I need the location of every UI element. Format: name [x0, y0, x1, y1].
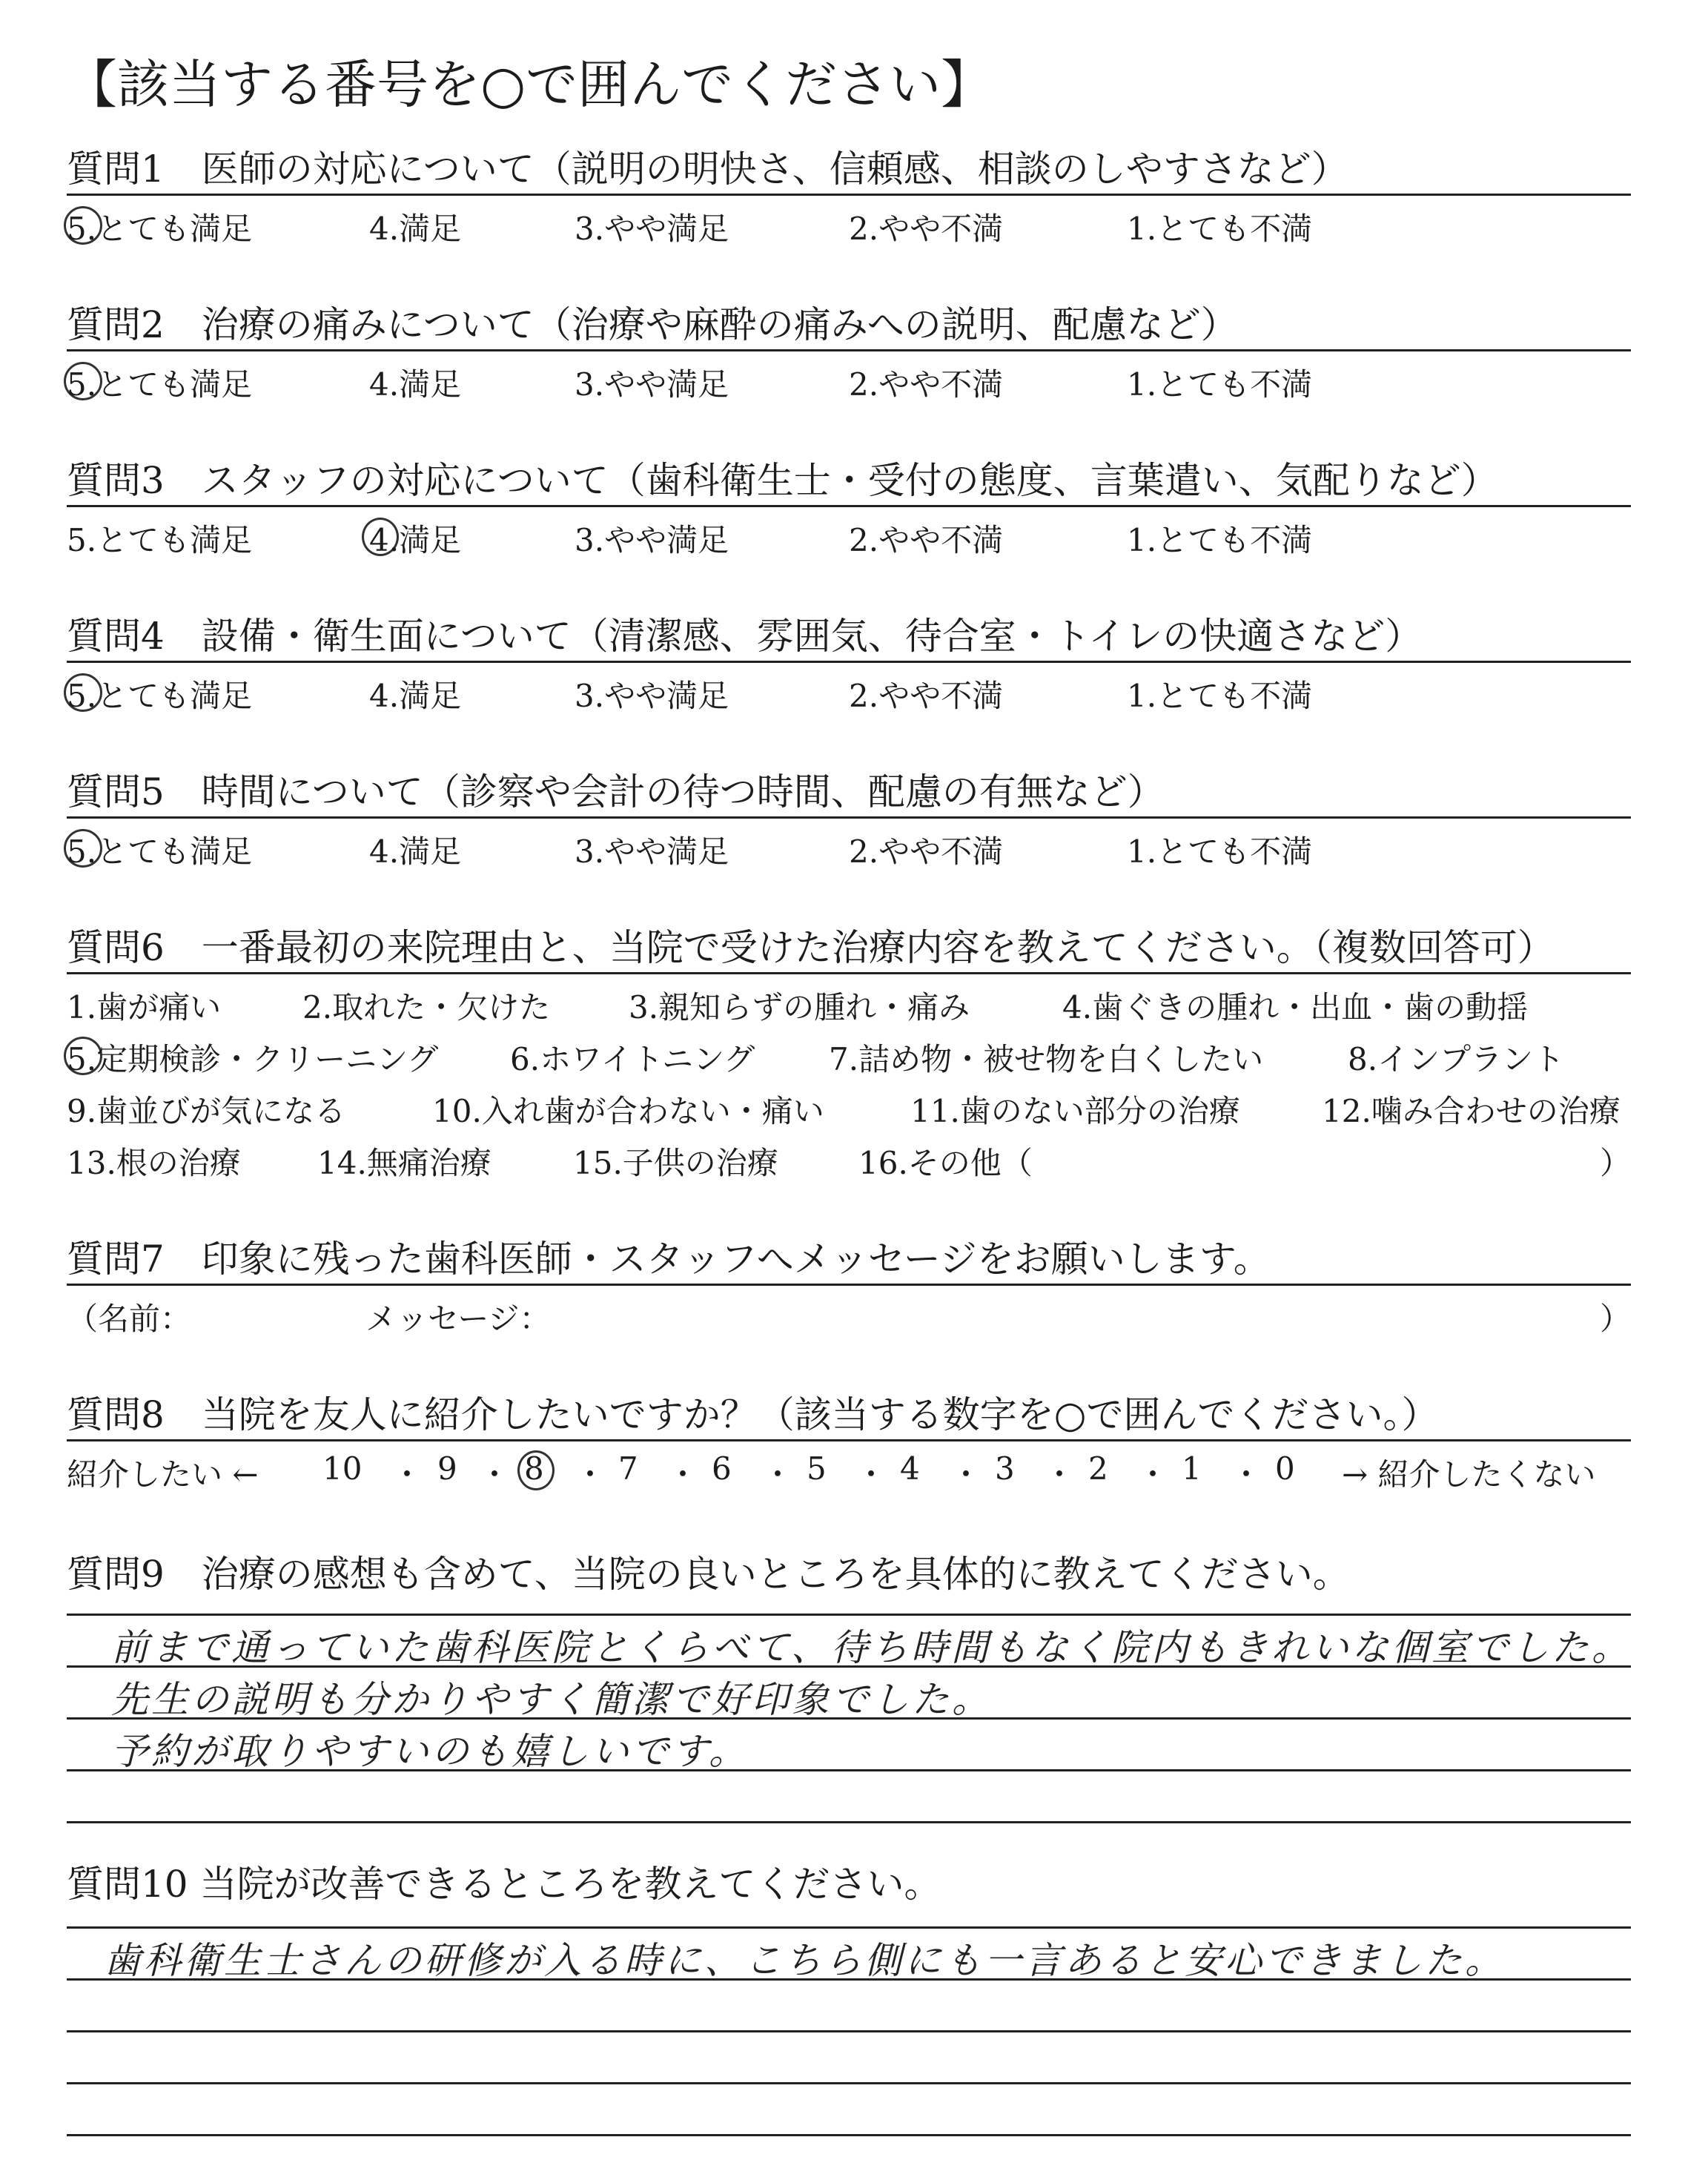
- option-5[interactable]: 5.とても満足: [67, 522, 253, 558]
- question-6-row-3: [67, 1078, 1631, 1130]
- reason-9[interactable]: 9.歯並びが気になる: [67, 1093, 346, 1129]
- question-4: [67, 612, 1631, 715]
- reason-7[interactable]: 7.詰め物・被せ物を白くしたい: [829, 1041, 1264, 1077]
- option-2[interactable]: 2.やや不満: [849, 211, 1004, 247]
- q9-handwritten-line-2[interactable]: 先生の説明も分かりやすく簡潔で好印象でした。: [111, 1678, 992, 1721]
- question-5-options: [67, 819, 1631, 871]
- score-separator: ・: [479, 1456, 511, 1493]
- option-3[interactable]: 3.やや満足: [575, 211, 729, 247]
- question-3-title: 質問3 スタッフの対応について（歯科衛生士・受付の態度、言葉遣い、気配りなど）: [67, 459, 1498, 502]
- question-10-title: 質問10 当院が改善できるところを教えてください。: [67, 1863, 941, 1906]
- answer-line: [67, 2134, 1631, 2136]
- recommend-left-label: 紹介したい ←: [67, 1456, 259, 1493]
- score-6[interactable]: 6: [712, 1450, 732, 1487]
- question-2-title: 質問2 治療の痛みについて（治療や麻酔の痛みへの説明、配慮など）: [67, 303, 1238, 346]
- option-4[interactable]: 4.満足: [369, 366, 462, 403]
- reason-4[interactable]: 4.歯ぐきの腫れ・出血・歯の動揺: [1062, 989, 1529, 1025]
- score-0[interactable]: 0: [1275, 1450, 1295, 1487]
- score-separator: ・: [1044, 1456, 1076, 1493]
- reason-5[interactable]: 5.定期検診・クリーニング: [67, 1041, 439, 1077]
- score-1[interactable]: 1: [1182, 1450, 1202, 1487]
- score-4[interactable]: 4: [900, 1450, 920, 1487]
- other-close-paren: ）: [1599, 1145, 1631, 1181]
- question-8-title: 質問8 当院を友人に紹介したいですか？（該当する数字を○で囲んでください。）: [67, 1393, 1439, 1436]
- answer-line: [67, 2082, 1631, 2084]
- score-2[interactable]: 2: [1088, 1450, 1108, 1487]
- reason-12[interactable]: 12.噛み合わせの治療: [1322, 1093, 1621, 1129]
- option-1[interactable]: 1.とても不満: [1127, 833, 1313, 870]
- score-separator: ・: [950, 1456, 982, 1493]
- question-6-row-1: [67, 974, 1631, 1026]
- option-3[interactable]: 3.やや満足: [575, 522, 729, 558]
- question-9-title: 質問9 治療の感想も含めて、当院の良いところを具体的に教えてください。: [67, 1553, 1350, 1596]
- question-3: [67, 456, 1631, 559]
- question-4-title: 質問4 設備・衛生面について（清潔感、雰囲気、待合室・トイレの快適さなど）: [67, 615, 1423, 658]
- option-3[interactable]: 3.やや満足: [575, 833, 729, 870]
- score-10[interactable]: 10: [322, 1450, 363, 1487]
- reason-1[interactable]: 1.歯が痛い: [67, 989, 222, 1025]
- score-separator: ・: [391, 1456, 423, 1493]
- question-1-options: [67, 196, 1631, 248]
- option-3[interactable]: 3.やや満足: [575, 366, 729, 403]
- question-7-title: 質問7 印象に残った歯科医師・スタッフへメッセージをお願いします。: [67, 1238, 1271, 1281]
- message-close-paren: ）: [1599, 1301, 1631, 1337]
- option-5[interactable]: 5.とても満足: [67, 366, 253, 403]
- question-6-row-2: [67, 1026, 1631, 1078]
- question-5-title: 質問5 時間について（診察や会計の待つ時間、配慮の有無など）: [67, 770, 1165, 813]
- reason-8[interactable]: 8.インプラント: [1348, 1041, 1565, 1077]
- question-6-title: 質問6 一番最初の来院理由と、当院で受けた治療内容を教えてください。（複数回答可）: [67, 926, 1555, 969]
- question-10: [67, 1860, 1631, 1909]
- q10-handwritten-line-1[interactable]: 歯科衛生士さんの研修が入る時に、こちら側にも一言あると安心できました。: [104, 1939, 1505, 1982]
- score-3[interactable]: 3: [995, 1450, 1015, 1487]
- question-5: [67, 767, 1631, 871]
- option-1[interactable]: 1.とても不満: [1127, 678, 1313, 714]
- score-separator: ・: [1231, 1456, 1262, 1493]
- question-1-title: 質問1 医師の対応について（説明の明快さ、信頼感、相談のしやすさなど）: [67, 148, 1348, 191]
- question-9: [67, 1550, 1631, 1599]
- question-6: [67, 923, 1631, 1182]
- question-2: [67, 300, 1631, 403]
- score-separator: ・: [575, 1456, 606, 1493]
- option-2[interactable]: 2.やや不満: [849, 833, 1004, 870]
- recommend-right-label: → 紹介したくない: [1342, 1456, 1596, 1493]
- question-4-options: [67, 663, 1631, 715]
- reason-10[interactable]: 10.入れ歯が合わない・痛い: [432, 1093, 824, 1129]
- reason-15[interactable]: 15.子供の治療: [573, 1145, 778, 1181]
- option-5[interactable]: 5.とても満足: [67, 833, 253, 870]
- name-label: （名前：: [67, 1301, 192, 1337]
- option-4[interactable]: 4.満足: [369, 833, 462, 870]
- option-4[interactable]: 4.満足: [369, 211, 462, 247]
- reason-3[interactable]: 3.親知らずの腫れ・痛み: [629, 989, 970, 1025]
- question-3-options: [67, 507, 1631, 559]
- reason-11[interactable]: 11.歯のない部分の治療: [910, 1093, 1240, 1129]
- option-2[interactable]: 2.やや不満: [849, 522, 1004, 558]
- option-4[interactable]: 4.満足: [369, 522, 462, 558]
- answer-line: [67, 1821, 1631, 1823]
- option-1[interactable]: 1.とても不満: [1127, 366, 1313, 403]
- option-1[interactable]: 1.とても不満: [1127, 211, 1313, 247]
- option-4[interactable]: 4.満足: [369, 678, 462, 714]
- question-7-message-row: [67, 1286, 1631, 1338]
- reason-13[interactable]: 13.根の治療: [67, 1145, 241, 1181]
- option-2[interactable]: 2.やや不満: [849, 678, 1004, 714]
- q9-handwritten-line-1[interactable]: 前まで通っていた歯科医院とくらべて、待ち時間もなく院内もきれいな個室でした。: [111, 1626, 1632, 1669]
- form-heading: 【該当する番号を○で囲んでください】: [65, 54, 993, 115]
- score-7[interactable]: 7: [618, 1450, 638, 1487]
- question-7: [67, 1235, 1631, 1338]
- score-8[interactable]: 8: [524, 1450, 544, 1487]
- reason-14[interactable]: 14.無痛治療: [317, 1145, 491, 1181]
- score-9[interactable]: 9: [437, 1450, 457, 1487]
- reason-2[interactable]: 2.取れた・欠けた: [302, 989, 551, 1025]
- question-1: [67, 145, 1631, 248]
- option-1[interactable]: 1.とても不満: [1127, 522, 1313, 558]
- reason-6[interactable]: 6.ホワイトニング: [510, 1041, 755, 1077]
- option-5[interactable]: 5.とても満足: [67, 678, 253, 714]
- score-5[interactable]: 5: [807, 1450, 827, 1487]
- score-separator: ・: [1137, 1456, 1169, 1493]
- question-8-scale-row: [67, 1441, 1631, 1493]
- question-6-row-4: [67, 1130, 1631, 1182]
- score-separator: ・: [762, 1456, 794, 1493]
- answer-line: [67, 1926, 1631, 1929]
- option-5[interactable]: 5.とても満足: [67, 211, 253, 247]
- message-label[interactable]: メッセージ：: [365, 1301, 551, 1337]
- score-separator: ・: [855, 1456, 887, 1493]
- question-2-options: [67, 351, 1631, 403]
- option-2[interactable]: 2.やや不満: [849, 366, 1004, 403]
- question-8: [67, 1390, 1631, 1493]
- answer-line: [67, 2030, 1631, 2032]
- score-separator: ・: [667, 1456, 699, 1493]
- option-3[interactable]: 3.やや満足: [575, 678, 729, 714]
- q9-handwritten-line-3[interactable]: 予約が取りやすいのも嬉しいです。: [111, 1730, 749, 1773]
- reason-16[interactable]: 16.その他（: [858, 1145, 1033, 1181]
- answer-line: [67, 1614, 1631, 1616]
